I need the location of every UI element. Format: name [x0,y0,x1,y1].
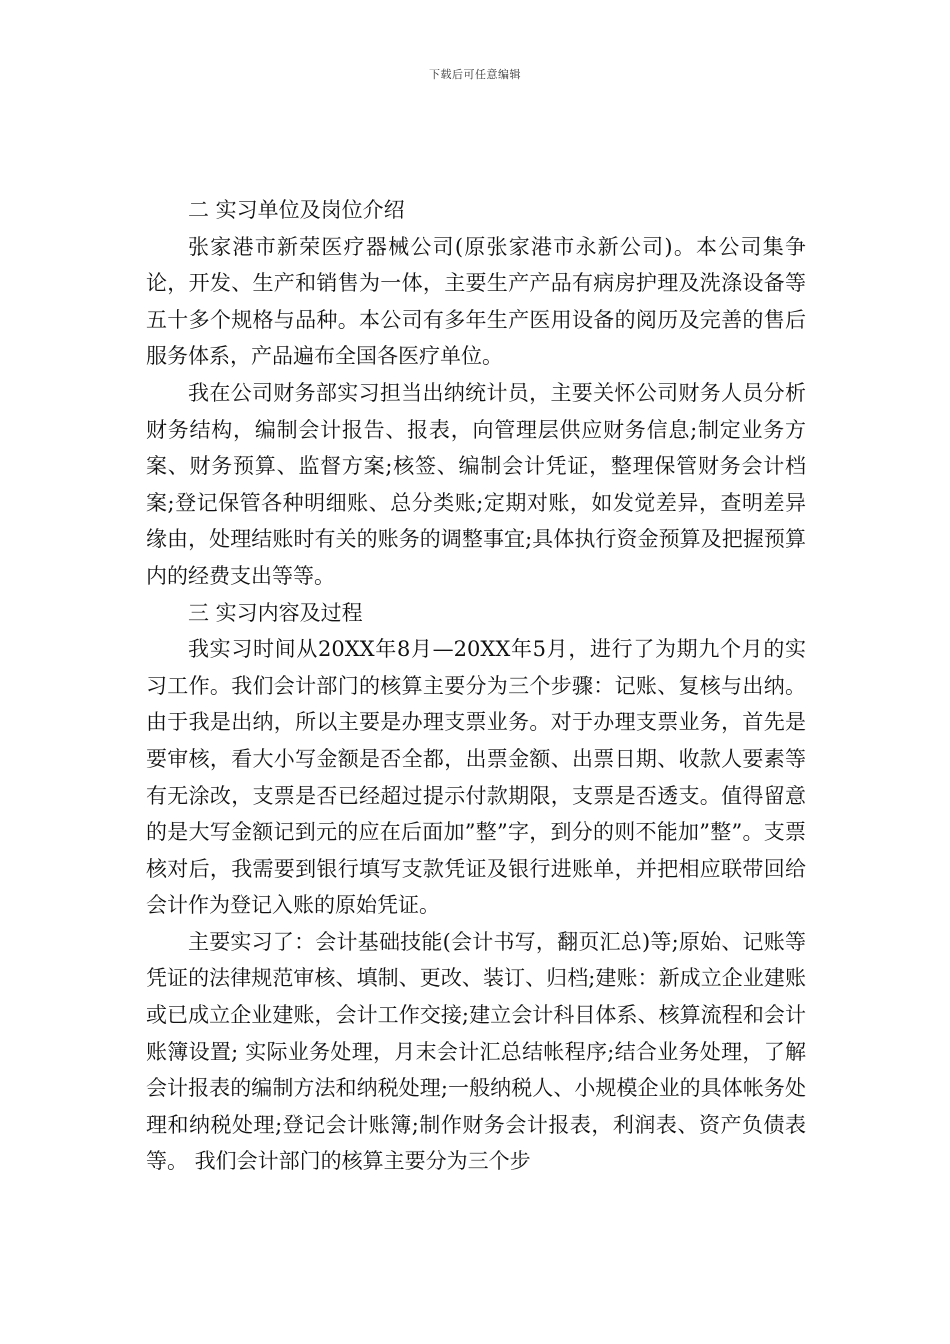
section-heading: 三 实习内容及过程 [188,600,363,625]
paragraph: 张家港市新荣医疗器械公司(原张家港市永新公司)。本公司集争论，开发、生产和销售为一体，主要生产产品有病房护理及洗涤设备等五十多个规格与品种。本公司有多年生产医用设备的阅历及完善的售后服务体系，产品遍布全国各医疗单位。 [146,234,806,369]
paragraph: 我在公司财务部实习担当出纳统计员，主要关怀公司财务人员分析财务结构，编制会计报告、报表，向管理层供应财务信息;制定业务方案、财务预算、监督方案;核签、编制会计凭证，整理保管财务会计档案;登记保管各种明细账、总分类账;定期对账，如发觉差异，查明差异缘由，处理结账时有关的账务的调整事宜;具体执行资金预算及把握预算内的经费支出等等。 [146,380,806,588]
paragraph: 主要实习了：会计基础技能(会计书写，翻页汇总)等;原始、记账等凭证的法律规范审核、填制、更改、装订、归档;建账：新成立企业建账或已成立企业建账，会计工作交接;建立会计科目体系、核算流程和会计账簿设置; 实际业务处理，月末会计汇总结帐程序;结合业务处理，了解会计报表的编制方法和纳税处理;一般纳税人、小规模企业的具体帐务处理和纳税处理;登记会计账簿;制作财务会计报表，利润表、资产负债表等。 我们会计部门的核算主要分为三个步 [146,929,806,1174]
paragraph: 我实习时间从20XX年8月—20XX年5月，进行了为期九个月的实习工作。我们会计部门的核算主要分为三个步骤：记账、复核与出纳。由于我是出纳，所以主要是办理支票业务。对于办理支票业务，首先是要审核，看大小写金额是否全都，出票金额、出票日期、收款人要素等有无涂改，支票是否已经超过提示付款期限，支票是否透支。值得留意的是大写金额记到元的应在后面加”整”字，到分的则不能加”整”。支票核对后，我需要到银行填写支款凭证及银行进账单，并把相应联带回给会计作为登记入账的原始凭证。 [146,637,806,918]
section-heading: 二 实习单位及岗位介绍 [188,198,405,222]
document-body [146,192,806,1180]
page-header: 下载后可任意编辑 [429,68,521,81]
